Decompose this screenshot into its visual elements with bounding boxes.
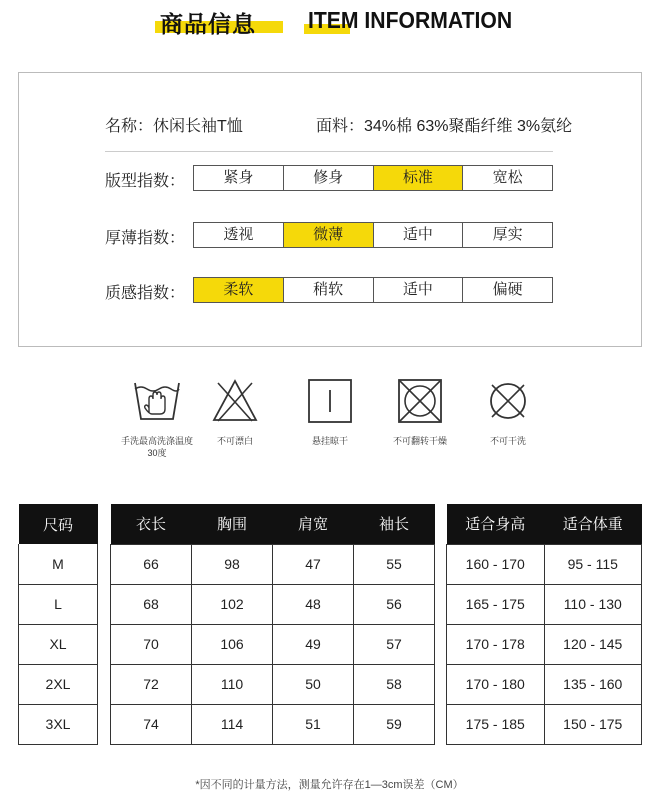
table-row	[111, 664, 435, 704]
measure-cell: 56	[354, 584, 435, 624]
thickness-index-option: 厚实	[462, 223, 552, 247]
measure-header: 衣长	[111, 504, 192, 544]
care-item-hang-dry	[290, 377, 370, 447]
texture-index-scale	[193, 277, 553, 303]
care-item-no-tumble-dry	[380, 377, 460, 447]
care-item-hand-wash	[117, 377, 197, 459]
table-row	[111, 624, 435, 664]
title-zh: 商品信息	[160, 11, 256, 37]
fit-cell: 170 - 180	[447, 664, 545, 704]
product-basic-info	[105, 113, 573, 136]
fit-header: 适合体重	[544, 504, 642, 544]
measure-cell: 57	[354, 624, 435, 664]
fit-index-row	[105, 165, 555, 191]
size-cell: L	[19, 584, 98, 624]
texture-index-option: 偏硬	[462, 278, 552, 302]
measurement-table	[110, 504, 435, 745]
fit-cell: 120 - 145	[544, 624, 642, 664]
fit-cell: 150 - 175	[544, 704, 642, 744]
care-item-no-bleach	[195, 377, 275, 447]
product-fabric: 面料：34%棉 63%聚酯纤维 3%氨纶	[316, 118, 573, 135]
size-header: 尺码	[19, 504, 98, 544]
fit-index-option-selected: 标准	[373, 166, 463, 190]
product-name: 名称：休闲长袖T恤	[105, 118, 243, 135]
thickness-index-label: 厚薄指数：	[105, 230, 186, 247]
table-row	[111, 584, 435, 624]
header	[0, 0, 659, 46]
care-item-no-dry-clean	[468, 377, 548, 447]
divider	[105, 151, 553, 152]
care-caption: 悬挂晾干	[311, 436, 348, 446]
thickness-index-option: 适中	[373, 223, 463, 247]
fit-index-option: 紧身	[194, 166, 283, 190]
thickness-index-option-selected: 微薄	[283, 223, 373, 247]
measure-cell: 48	[273, 584, 354, 624]
table-row	[447, 584, 642, 624]
measure-cell: 68	[111, 584, 192, 624]
hand-wash-icon	[132, 377, 182, 425]
fit-index-scale	[193, 165, 553, 191]
hang-dry-icon	[305, 377, 355, 425]
texture-index-label: 质感指数：	[105, 285, 186, 302]
measure-cell: 106	[192, 624, 273, 664]
measure-cell: 98	[192, 544, 273, 584]
size-cell: 2XL	[19, 664, 98, 704]
fit-cell: 95 - 115	[544, 544, 642, 584]
measure-cell: 51	[273, 704, 354, 744]
measure-cell: 55	[354, 544, 435, 584]
measure-cell: 66	[111, 544, 192, 584]
fit-table	[446, 504, 642, 745]
measure-cell: 70	[111, 624, 192, 664]
measure-cell: 49	[273, 624, 354, 664]
fit-cell: 170 - 178	[447, 624, 545, 664]
thickness-index-scale	[193, 222, 553, 248]
care-caption: 不可漂白	[216, 436, 253, 446]
care-caption: 不可干洗	[489, 436, 526, 446]
size-table	[18, 504, 98, 745]
measure-cell: 47	[273, 544, 354, 584]
measure-header: 胸围	[192, 504, 273, 544]
texture-index-option: 适中	[373, 278, 463, 302]
size-cell: XL	[19, 624, 98, 664]
measure-cell: 74	[111, 704, 192, 744]
table-row	[111, 544, 435, 584]
measure-header: 肩宽	[273, 504, 354, 544]
measure-cell: 110	[192, 664, 273, 704]
fit-index-label: 版型指数：	[105, 173, 186, 190]
no-dry-clean-icon	[483, 377, 533, 425]
table-row	[447, 624, 642, 664]
measure-header: 袖长	[354, 504, 435, 544]
measure-cell: 58	[354, 664, 435, 704]
size-cell: M	[19, 544, 98, 584]
fit-cell: 160 - 170	[447, 544, 545, 584]
care-caption: 不可翻转干燥	[392, 436, 447, 446]
measure-cell: 72	[111, 664, 192, 704]
title-en: ITEM INFORMATION	[308, 7, 513, 33]
fit-index-option: 修身	[283, 166, 373, 190]
thickness-index-row	[105, 222, 555, 248]
table-row	[447, 544, 642, 584]
fit-cell: 135 - 160	[544, 664, 642, 704]
care-caption: 手洗最高洗涤温度30度	[120, 436, 193, 458]
no-bleach-icon	[210, 377, 260, 425]
texture-index-option: 稍软	[283, 278, 373, 302]
measure-cell: 50	[273, 664, 354, 704]
texture-index-option-selected: 柔软	[194, 278, 283, 302]
measure-cell: 102	[192, 584, 273, 624]
thickness-index-option: 透视	[194, 223, 283, 247]
table-row	[111, 704, 435, 744]
no-tumble-dry-icon	[395, 377, 445, 425]
size-cell: 3XL	[19, 704, 98, 744]
table-row	[447, 664, 642, 704]
measurement-footnote: *因不同的计量方法，测量允许存在1—3cm误差（CM）	[195, 779, 464, 791]
fit-cell: 175 - 185	[447, 704, 545, 744]
fit-cell: 110 - 130	[544, 584, 642, 624]
texture-index-row	[105, 277, 555, 303]
fit-cell: 165 - 175	[447, 584, 545, 624]
product-info-box	[18, 72, 642, 347]
fit-index-option: 宽松	[462, 166, 552, 190]
fit-header: 适合身高	[447, 504, 545, 544]
measure-cell: 114	[192, 704, 273, 744]
measure-cell: 59	[354, 704, 435, 744]
table-row	[447, 704, 642, 744]
